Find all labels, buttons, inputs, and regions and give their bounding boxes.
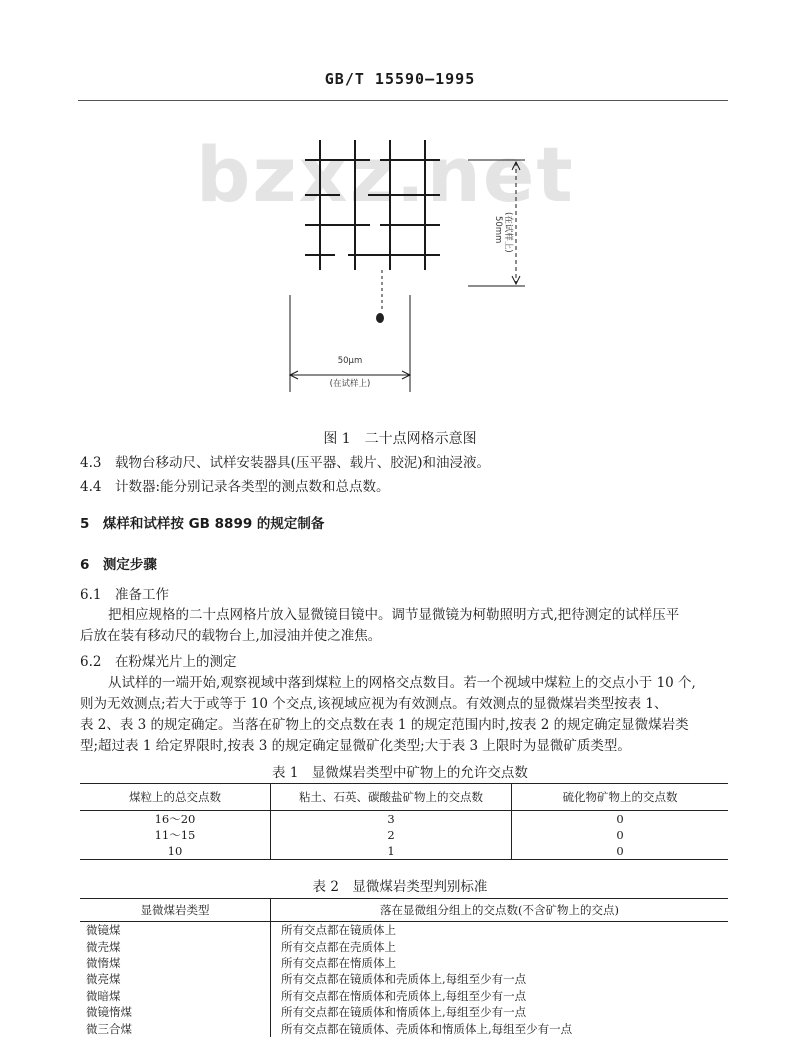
table-cell: 所有交点都在惰质体上 bbox=[271, 955, 729, 971]
clause-6-1-heading: 6.1 准备工作 bbox=[80, 587, 169, 603]
clause-6-1-line: 把相应规格的二十点网格片放入显微镜目镜中。调节显微镜为柯勒照明方式,把待测定的试样压平 bbox=[108, 607, 680, 623]
table-cell: 微亮煤 bbox=[86, 972, 121, 987]
height-dimension-sublabel: (在试样上) bbox=[503, 212, 513, 253]
table-cell: 0 bbox=[512, 827, 729, 843]
table-row bbox=[80, 1020, 728, 1036]
table-cell: 所有交点都在壳质体上 bbox=[271, 938, 729, 954]
table-cell: 所有交点都在镜质体上 bbox=[271, 922, 729, 939]
table-cell: 所有交点都在镜质体和惰质体上,每组至少有一点 bbox=[271, 1004, 729, 1020]
table-cell: 所有交点都在镜质体、壳质体和惰质体上,每组至少有一点 bbox=[271, 1020, 729, 1036]
table-header-cell: 煤粒上的总交点数 bbox=[129, 790, 221, 804]
table-1 bbox=[80, 783, 728, 860]
section-6-heading: 6 测定步骤 bbox=[80, 557, 157, 573]
clause-6-1-line: 后放在装有移动尺的载物台上,加浸油并使之准焦。 bbox=[80, 628, 382, 644]
table-header-cell: 落在显微组分组上的交点数(不含矿物上的交点) bbox=[271, 899, 729, 922]
table-cell: 微惰煤 bbox=[86, 955, 121, 970]
table-cell: 10 bbox=[167, 844, 183, 858]
table-row bbox=[80, 843, 728, 860]
table-cell: 微镜煤 bbox=[86, 923, 121, 938]
table-header-row bbox=[80, 784, 728, 811]
height-dimension-label: 50mm bbox=[493, 216, 503, 244]
width-dimension-sublabel: (在试样上) bbox=[329, 379, 371, 389]
table-row bbox=[80, 971, 728, 987]
table-row bbox=[80, 988, 728, 1004]
table-row bbox=[80, 827, 728, 843]
table-row bbox=[80, 811, 728, 828]
watermark: bzxz.net bbox=[196, 130, 575, 219]
table-cell: 11～15 bbox=[154, 828, 196, 842]
table-cell: 微壳煤 bbox=[86, 939, 121, 954]
clause-6-2-line: 表 2、表 3 的规定确定。当落在矿物上的交点数在表 1 的规定范围内时,按表 2 的规定确定显微煤岩类 bbox=[80, 717, 689, 733]
twenty-point-grid-figure bbox=[270, 120, 560, 440]
width-dimension-label: 50μm bbox=[337, 356, 363, 366]
header-rule bbox=[78, 100, 728, 101]
clause-4-4: 4.4 计数器:能分别记录各类型的测点数和总点数。 bbox=[80, 479, 390, 495]
table-cell: 所有交点都在镜质体和壳质体上,每组至少有一点 bbox=[271, 971, 729, 987]
table-cell: 1 bbox=[271, 843, 512, 860]
clause-6-2-line: 从试样的一端开始,观察视域中落到煤粒上的网格交点数目。若一个视域中煤粒上的交点小于 10 个, bbox=[108, 675, 696, 691]
table-cell: 0 bbox=[512, 843, 729, 860]
table-cell: 微三合煤 bbox=[86, 1021, 132, 1036]
table-header-row bbox=[80, 899, 728, 922]
document-code: GB/T 15590—1995 bbox=[324, 70, 476, 88]
clause-6-2-line: 型;超过表 1 给定界限时,按表 3 的规定确定显微矿化类型;大于表 3 上限时为显微矿质类型。 bbox=[80, 738, 631, 754]
table-header-cell: 硫化物矿物上的交点数 bbox=[512, 784, 729, 811]
table-header-cell: 粘土、石英、碳酸盐矿物上的交点数 bbox=[271, 784, 512, 811]
table-cell: 3 bbox=[271, 811, 512, 828]
table-cell: 微暗煤 bbox=[86, 988, 121, 1003]
clause-6-2-heading: 6.2 在粉煤光片上的测定 bbox=[80, 654, 237, 670]
table-cell: 2 bbox=[271, 827, 512, 843]
table-cell: 0 bbox=[512, 811, 729, 828]
sample-particle-dot bbox=[376, 313, 384, 323]
figure-caption: 图 1 二十点网格示意图 bbox=[323, 431, 477, 447]
table-header-cell: 显微煤岩类型 bbox=[140, 903, 210, 917]
table-cell: 16～20 bbox=[154, 812, 196, 826]
table-row bbox=[80, 955, 728, 971]
table-1-caption: 表 1 显微煤岩类型中矿物上的允许交点数 bbox=[272, 765, 528, 781]
clause-4-3: 4.3 载物台移动尺、试样安装器具(压平器、载片、胶泥)和油浸液。 bbox=[80, 455, 491, 471]
table-2 bbox=[80, 898, 728, 1037]
section-5-heading: 5 煤样和试样按 GB 8899 的规定制备 bbox=[80, 516, 325, 532]
table-row bbox=[80, 1004, 728, 1020]
table-cell: 微镜惰煤 bbox=[86, 1005, 132, 1020]
clause-6-2-line: 则为无效测点;若大于或等于 10 个交点,该视域应视为有效测点。有效测点的显微煤岩类型按表 1、 bbox=[80, 696, 668, 712]
table-row bbox=[80, 922, 728, 939]
table-row bbox=[80, 938, 728, 954]
table-cell: 所有交点都在惰质体和壳质体上,每组至少有一点 bbox=[271, 988, 729, 1004]
table-2-caption: 表 2 显微煤岩类型判别标准 bbox=[312, 879, 488, 895]
